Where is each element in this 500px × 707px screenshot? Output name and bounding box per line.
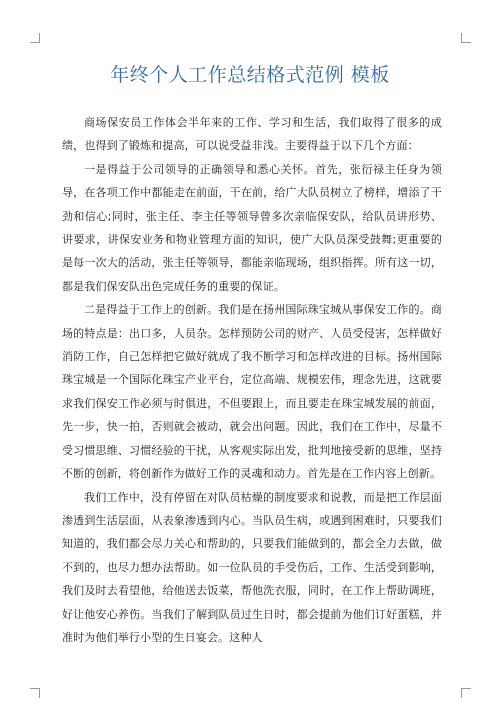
crop-mark-top-left [30, 33, 40, 43]
paragraph-care: 我们工作中，没有停留在对队员枯燥的制度要求和说教，而是把工作层面渗透到生活层面，从表象渗透到内心。当队员生病，或遇到困难时，只要我们知道的，我们都会尽力关心和帮助的，只要我们能做到的，都会全力去做，做不到的，也尽力想办法帮助。如一位队员的手受伤后，工作、生活受到影响，我们及时去看望他，给他送去饭菜，帮他洗衣服，同时，在工作上帮助调班，好让他安心养伤。当我们了解到队员过生日时，都会提前为他们订好蛋糕，并准时为他们举行小型的生日宴会。这种人 [62, 490, 442, 644]
crop-mark-bottom-right [461, 688, 471, 698]
document-body [62, 111, 442, 649]
paragraph-intro: 商场保安员工作体会半年来的工作、学习和生活，我们取得了很多的成绩，也得到了锻炼和提高，可以说受益非浅。主要得益于以下几个方面： [62, 116, 442, 153]
crop-mark-top-right [461, 33, 471, 43]
crop-mark-bottom-left [30, 688, 40, 698]
paragraph-innovation: 二是得益于工作上的创新。我们是在扬州国际珠宝城从事保安工作的。商场的特点是：出口多，人员杂。怎样预防公司的财产、人员受侵害，怎样做好消防工作，自己怎样把它做好就成了我不断学习和怎样改进的目标。扬州国际珠宝城是一个国际化珠宝产业平台，定位高端、规模宏伟，理念先进，这就要求我们保安工作必须与时俱进，不但要跟上，而且要走在珠宝城发展的前面，先一步，快一拍，否则就会被动，就会出问题。因此，我们在工作中，尽量不受习惯思维、习惯经验的干扰，从客观实际出发，批判地接受新的思维，坚持不断的创新，将创新作为做好工作的灵魂和动力。首先是在工作内容上创新。 [62, 303, 442, 481]
document-title: 年终个人工作总结格式范例 模板 [110, 64, 390, 86]
paragraph-leadership: 一是得益于公司领导的正确领导和悉心关怀。首先，张衍禄主任身为领导，在各项工作中都能走在前面，干在前，给广大队员树立了榜样，增添了干劲和信心;同时，张主任、李主任等领导曾多次亲临保安队，给队员讲形势、讲要求，讲保安业务和物业管理方面的知识，使广大队员深受鼓舞;更重要的是每一次大的活动，张主任等领导，都能亲临现场，组织指挥。所有这一切，都是我们保安队出色完成任务的重要的保证。 [62, 162, 442, 293]
